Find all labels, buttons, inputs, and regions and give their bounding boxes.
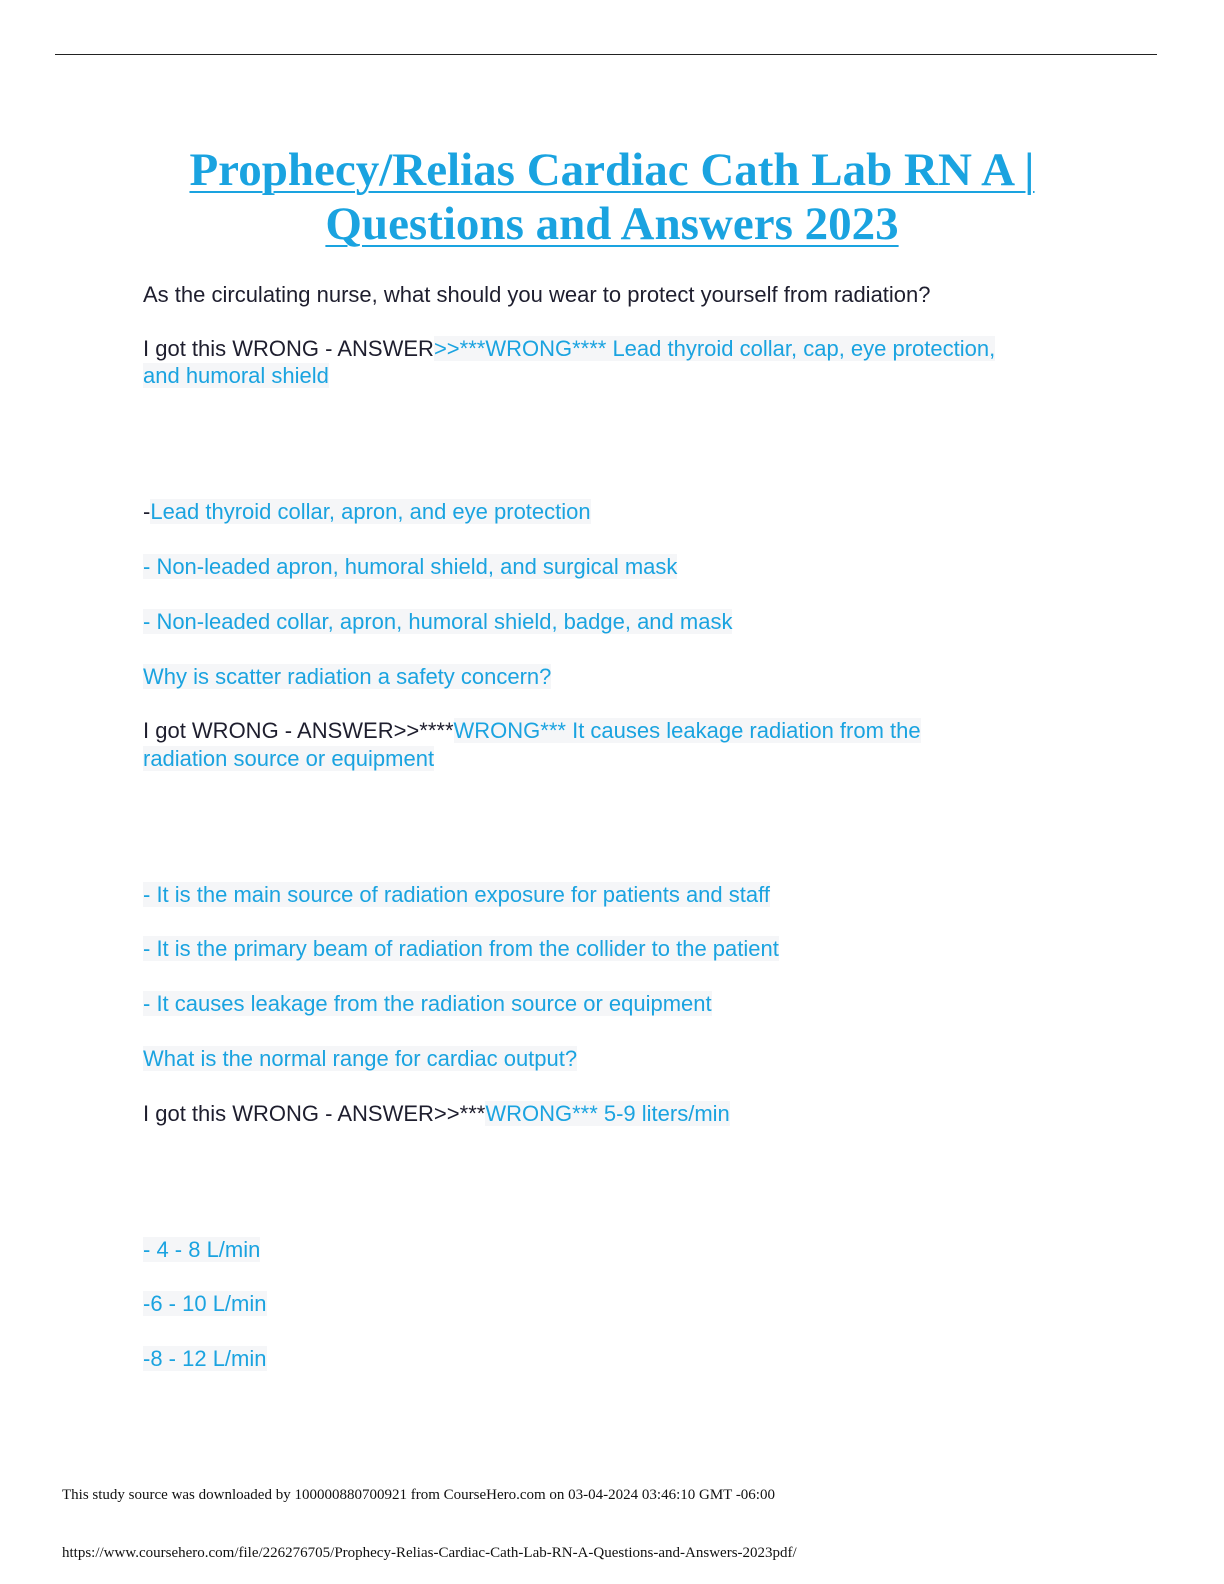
option-2-2: - It is the primary beam of radiation from the collider to the patient: [143, 936, 779, 961]
question-1: As the circulating nurse, what should you wear to protect yourself from radiation?: [143, 282, 931, 307]
title-line-2: Questions and Answers 2023: [325, 198, 899, 250]
answer-3-text: WRONG*** 5-9 liters/min: [485, 1101, 730, 1126]
option-2-3: - It causes leakage from the radiation source or equipment: [143, 991, 712, 1016]
answer-1-prefix: I got this WRONG - ANSWER: [143, 336, 434, 361]
option-3-3: -8 - 12 L/min: [143, 1346, 267, 1371]
title-line-1: Prophecy/Relias Cardiac Cath Lab RN A |: [189, 144, 1035, 196]
header-rule: [55, 54, 1157, 55]
answer-1-text: >>***WRONG**** Lead thyroid collar, cap, eye protection,: [433, 336, 996, 361]
source-url[interactable]: https://www.coursehero.com/file/226276705/Prophecy-Relias-Cardiac-Cath-Lab-RN-A-Questions-and-Answers-2023pdf/: [62, 1545, 797, 1561]
answer-2-prefix: I got WRONG - ANSWER>>****: [143, 718, 454, 743]
answer-3-prefix: I got this WRONG - ANSWER>>***: [143, 1101, 486, 1126]
answer-3-line-1: [143, 1100, 1103, 1128]
answer-1-line-2: and humoral shield: [143, 363, 329, 388]
option-1-2: - Non-leaded apron, humoral shield, and surgical mask: [143, 554, 678, 579]
option-2-1: - It is the main source of radiation exposure for patients and staff: [143, 882, 770, 907]
option-3-2: -6 - 10 L/min: [143, 1291, 267, 1316]
question-3: What is the normal range for cardiac output?: [143, 1046, 578, 1071]
question-2: Why is scatter radiation a safety concern?: [143, 664, 552, 689]
option-1-1: -Lead thyroid collar, apron, and eye protection: [143, 499, 591, 524]
option-3-1: - 4 - 8 L/min: [143, 1237, 261, 1262]
document-title: [120, 143, 1104, 251]
answer-2-line-1: [143, 717, 1103, 745]
answer-2-line-2: radiation source or equipment: [143, 746, 435, 771]
answer-2-text: WRONG*** It causes leakage radiation from the: [453, 718, 921, 743]
option-1-3: - Non-leaded collar, apron, humoral shield, badge, and mask: [143, 609, 733, 634]
download-note: This study source was downloaded by 100000880700921 from CourseHero.com on 03-04-2024 03:46:10 GMT -06:00: [62, 1487, 775, 1503]
answer-1-line-1: [143, 335, 1103, 363]
